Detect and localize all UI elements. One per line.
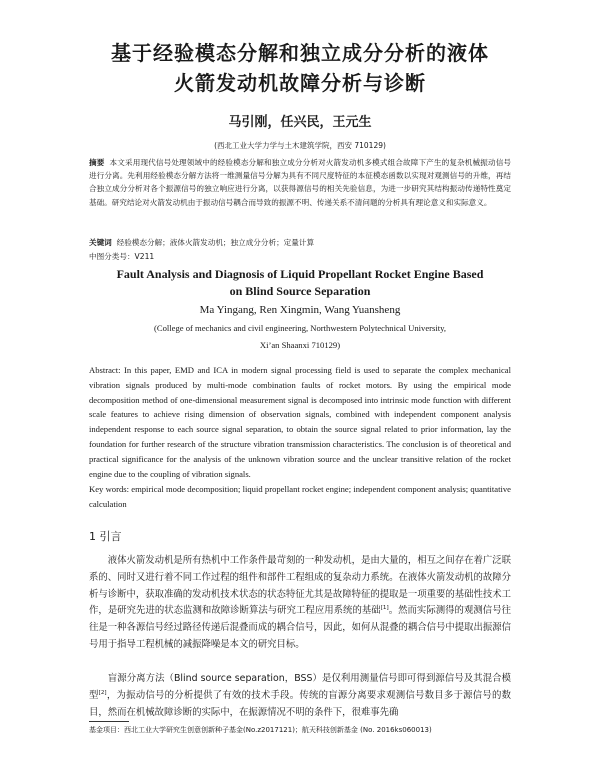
- abstract-cn-label: 摘要: [89, 158, 105, 167]
- authors-english: Ma Yingang, Ren Xingmin, Wang Yuansheng: [199, 304, 401, 316]
- affiliation-en-line-2: Xi’an Shaanxi 710129): [259, 340, 341, 350]
- paper-title-chinese: [60, 38, 540, 98]
- intro-p2-text-b: ，为振动信号的分析提供了有效的技术手段。传统的盲源分离要求观测信号数目多于源信号的数目，然而在机械故障诊断的实际中，在振源情况不明的条件下，很难事先确: [89, 689, 511, 718]
- abstract-cn-text: 本文采用现代信号处理领域中的经验模态分解和独立成分分析对火箭发动机多模式组合故障下产生的复杂机械振动信号进行分离。先利用经验模态分解方法将一维测量信号分解为具有不同尺度特征的本征模态函数以实现对观测信号的升维，再结合独立成分分析对各个振源信号的独立响应进行分离，以获得源信号的相关先验信息，为进一步研究其结构振动传递特性奠定基础。研究结论对火箭发动机由于振动信号耦合而导致的振源不明、传递关系不清问题的分析具有理论意义和实际意义。: [89, 158, 512, 207]
- title-en-line-1: Fault Analysis and Diagnosis of Liquid Propellant Rocket Engine Based: [116, 267, 484, 281]
- funding-footnote: 基金项目：西北工业大学研究生创意创新种子基金(No.z2017121)；航天科技创新基金 (No. 2016ks060013): [89, 726, 432, 734]
- title-cn-line-2: 火箭发动机故障分析与诊断: [174, 71, 426, 95]
- intro-paragraph-1: [89, 553, 511, 654]
- keywords-english: Key words: empirical mode decomposition; liquid propellant rocket engine; independent component analysis; quantitative calculation: [89, 484, 511, 509]
- abstract-chinese: [89, 156, 511, 209]
- affiliation-english: [60, 320, 540, 354]
- affiliation-chinese: (西北工业大学力学与土木建筑学院，西安 710129): [214, 141, 386, 150]
- title-cn-line-1: 基于经验模态分解和独立成分分析的液体: [111, 41, 489, 65]
- citation-2: [2]: [98, 689, 107, 696]
- intro-paragraph-2: [89, 671, 511, 721]
- affiliation-en-line-1: (College of mechanics and civil engineering, Northwestern Polytechnical University,: [153, 323, 447, 333]
- intro-p1-text-b: 。然而实际测得的观测信号往往是一种各源信号经过路径传递后混叠而成的耦合信号，因此，如何从混叠的耦合信号中提取出振源信号用于指导工程机械的减振降噪是本文的研究目标。: [89, 605, 511, 650]
- citation-1: [1]: [380, 605, 389, 612]
- abstract-english: Abstract: In this paper, EMD and ICA in modern signal processing field is used to separate the complex mechanical vibration signals produced by multi-mode combination faults of rocket motors. By using the empirical mode decomposition method of one-dimensional measurement signal is decomposed into intrinsic mode function with different scale features to achieve rising dimension of observation signals, combined with independent component analysis independent response to each source signal separation, to obtain the source signal related to prior information, lay the foundation for further research of the structure vibration transmission characteristics. The conclusion is of theoretical and practical significance for the analysis of the unknown vibration source and the unclear transitive relation of the rocket engine due to the coupling of vibration signals.: [89, 365, 511, 479]
- keywords-chinese: [89, 236, 511, 249]
- clc-number: 中图分类号：V211: [89, 252, 155, 261]
- title-en-line-2: on Blind Source Separation: [229, 284, 371, 298]
- section-heading-introduction: 1 引言: [89, 530, 122, 543]
- footnote-rule: [89, 721, 129, 722]
- keywords-cn-label: 关键词: [89, 238, 112, 247]
- keywords-cn-text: 经验模态分解；液体火箭发动机；独立成分分析；定量计算: [116, 238, 315, 247]
- paper-title-english: [60, 266, 540, 300]
- intro-p1-text-a: 液体火箭发动机是所有热机中工作条件最苛刻的一种发动机，是由大量的，相互之间存在着广泛联系的、同时又进行着不同工作过程的组件和部件工程组成的复杂动力系统。在液体火箭发动机的故障分析与诊断中，获取准确的发动机技术状态的状态特征尤其是故障特征的提取是一项重要的基础性技术工作，是研究先进的状态监测和故障诊断算法与研究工程应用系统的基础: [89, 555, 511, 617]
- authors-chinese: 马引刚，任兴民，王元生: [228, 115, 372, 130]
- intro-p2-text-a: 盲源分离方法（Blind source separation，BSS）是仅利用测量信号即可得到源信号及其混合模型: [89, 673, 511, 701]
